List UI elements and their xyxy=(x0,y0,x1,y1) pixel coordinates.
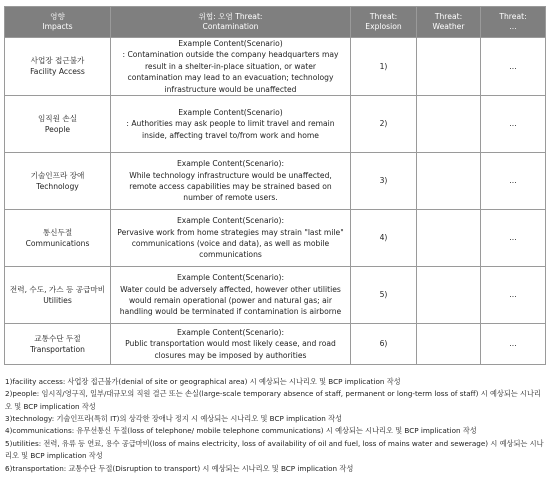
weather-cell xyxy=(417,209,481,266)
header-line-ko: 영향 xyxy=(50,11,65,21)
explosion-cell: 1) xyxy=(351,38,417,96)
weather-cell xyxy=(417,323,481,364)
impact-label-ko: 기술인프라 장애 xyxy=(30,170,85,180)
explosion-cell: 5) xyxy=(351,266,417,323)
header-line-1: Threat: xyxy=(369,11,398,21)
weather-cell xyxy=(417,266,481,323)
explosion-cell: 6) xyxy=(351,323,417,364)
header-other-threat xyxy=(481,7,546,38)
scenario-cell xyxy=(111,95,351,152)
other-threat-cell: ... xyxy=(481,95,546,152)
other-threat-cell: ... xyxy=(481,209,546,266)
scenario-text: Water could be adversely affected, however other utilities would remain operational (power and natural gas; air handling would be terminated if contamination is airborne xyxy=(119,284,342,317)
impact-cell xyxy=(5,152,111,209)
impact-label-ko: 사업장 접근불가 xyxy=(30,56,85,66)
table-row xyxy=(5,95,546,152)
header-line-2: Explosion xyxy=(365,22,402,31)
scenario-cell xyxy=(111,323,351,364)
other-threat-cell: ... xyxy=(481,38,546,96)
impact-label-en: Utilities xyxy=(43,295,72,305)
table-row xyxy=(5,209,546,266)
impact-cell xyxy=(5,266,111,323)
scenario-cell xyxy=(111,38,351,96)
explosion-cell: 4) xyxy=(351,209,417,266)
footnote-item: 3)technology: 기술인프라(특히 IT)의 상각한 장애나 정지 시 예상되는 시나리오 및 BCP implication 작성 xyxy=(5,414,342,424)
weather-cell xyxy=(417,38,481,96)
weather-cell xyxy=(417,95,481,152)
weather-cell xyxy=(417,152,481,209)
scenario-cell xyxy=(111,152,351,209)
header-line-2: ... xyxy=(509,22,517,31)
explosion-cell: 3) xyxy=(351,152,417,209)
impact-label-en: Communications xyxy=(25,238,90,248)
impact-cell xyxy=(5,209,111,266)
scenario-cell xyxy=(111,209,351,266)
impact-cell xyxy=(5,323,111,364)
scenario-title: Example Content(Scenario) xyxy=(178,107,283,117)
scenario-title: Example Content(Scenario): xyxy=(176,216,285,226)
header-line-en: Contamination xyxy=(202,22,259,31)
scenario-cell xyxy=(111,266,351,323)
impact-threat-table xyxy=(4,6,546,365)
header-weather xyxy=(417,7,481,38)
table-row xyxy=(5,323,546,364)
table-row xyxy=(5,152,546,209)
scenario-text: Pervasive work from home strategies may strain "last mile" communications (voice and data), as well as mobile communications xyxy=(117,227,344,260)
document xyxy=(4,6,545,475)
table-header-row xyxy=(5,7,546,38)
header-line-1: Threat: xyxy=(499,11,527,21)
scenario-title: Example Content(Scenario) xyxy=(178,39,283,48)
footnote-item: 1)facility access: 사업장 접근불가(denial of site or geographical area) 시 예상되는 시나리오 및 BCP implication 작성 xyxy=(5,376,401,386)
scenario-text: : Authorities may ask people to limit travel and remain inside, affecting travel to/from work and home xyxy=(126,119,335,140)
other-threat-cell: ... xyxy=(481,266,546,323)
header-line-ko: 위협: 오염 Threat: xyxy=(198,11,263,21)
table-row xyxy=(5,38,546,96)
other-threat-cell: ... xyxy=(481,152,546,209)
scenario-text: While technology infrastructure would be unaffected, remote access capabilities may be strained based on number of remote users. xyxy=(129,170,332,203)
impact-label-ko: 임직원 손실 xyxy=(37,113,78,123)
header-explosion xyxy=(351,7,417,38)
impact-label-ko: 전력, 수도, 가스 등 공급마비 xyxy=(9,284,106,294)
header-line-2: Weather xyxy=(432,22,465,31)
scenario-title: Example Content(Scenario): xyxy=(176,159,285,169)
impact-label-ko: 교통수단 두절 xyxy=(34,333,81,343)
impact-cell xyxy=(5,38,111,96)
header-line-1: Threat: xyxy=(434,11,463,21)
header-line-en: Impacts xyxy=(42,22,73,31)
footnote-item: 2)people: 임시직/영구직, 일부/대규모의 직원 결근 또는 손실(large-scale temporary absence of staff, permanent or long-term loss of staff) 시 예상되는 시나리오 및 BCP implication 작성 xyxy=(5,389,541,411)
impact-cell xyxy=(5,95,111,152)
footnote-item: 4)communications: 유무선통신 두절(loss of telephone/ mobile telephone communications) 시 예상되는 시나리오 및 BCP implication 작성 xyxy=(5,426,477,436)
footnote-item: 6)transportation: 교통수단 두절(Disruption to transport) 시 예상되는 시나리오 및 BCP implication 작성 xyxy=(5,463,354,473)
scenario-text: : Contamination outside the company headquarters may result in a shelter-in-place situation, or water contamination may lead to an evacuation; technology infrastructure would be unaffected xyxy=(122,50,339,94)
header-impacts xyxy=(5,7,111,38)
explosion-cell: 2) xyxy=(351,95,417,152)
header-contamination xyxy=(111,7,351,38)
other-threat-cell: ... xyxy=(481,323,546,364)
impact-label-en: Transportation xyxy=(30,344,85,354)
footnote-item: 5)utilities: 전력, 유류 등 연료, 용수 공급마비(loss of mains electricity, loss of availability of oil and fuel, loss of mains water and sewerage) 시 예상되는 시나리오 및 BCP implication 작성 xyxy=(5,438,544,461)
footnotes xyxy=(4,376,545,475)
impact-label-en: People xyxy=(44,124,71,134)
scenario-title: Example Content(Scenario): xyxy=(176,327,285,337)
impact-label-ko: 통신두절 xyxy=(42,227,73,237)
scenario-text: Public transportation would most likely cease, and road closures may be imposed by authorities xyxy=(125,339,336,360)
impact-label-en: Facility Access xyxy=(30,67,85,77)
scenario-title: Example Content(Scenario): xyxy=(176,273,285,283)
impact-label-en: Technology xyxy=(36,181,79,191)
table-row xyxy=(5,266,546,323)
